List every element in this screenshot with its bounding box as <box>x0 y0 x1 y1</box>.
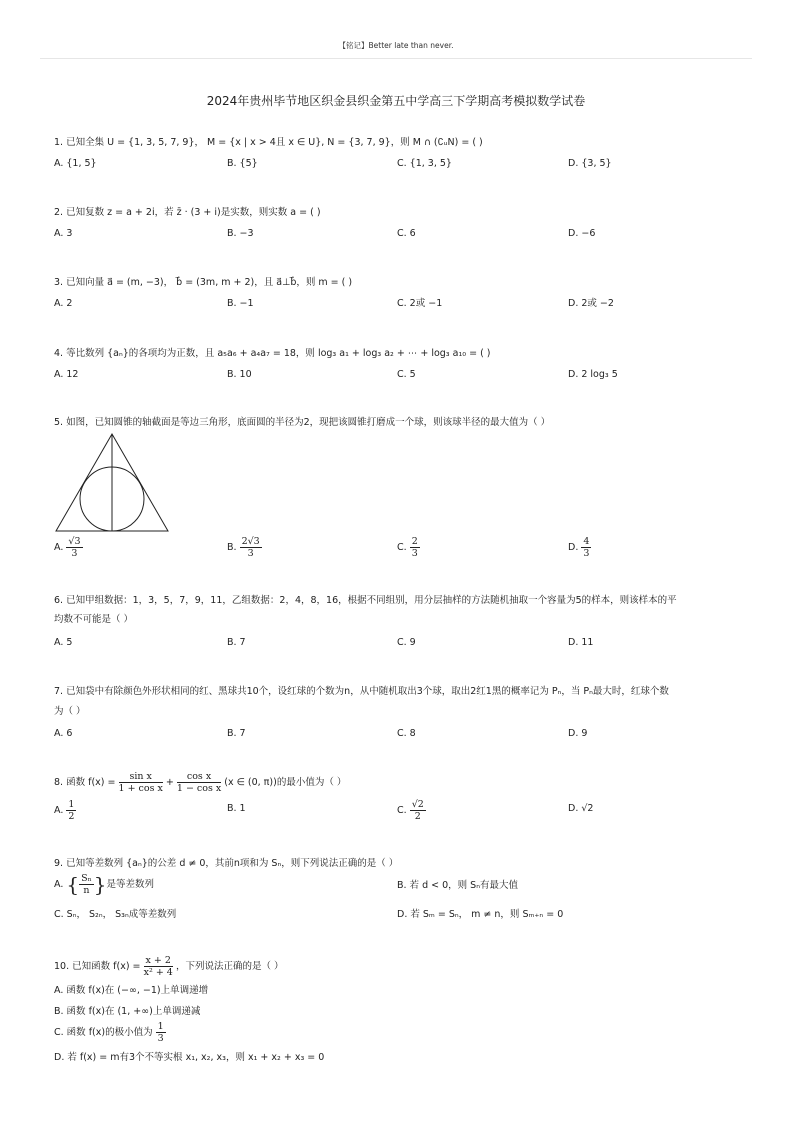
q8-f2-den: 1 − cos x <box>176 783 222 794</box>
q8-f2-num: cos x <box>177 771 221 783</box>
q8-c-label: C. <box>397 805 407 816</box>
q9-a-den: n <box>83 885 90 896</box>
q6-option-d[interactable]: D. 11 <box>568 637 594 648</box>
q8-a-fraction <box>66 799 76 822</box>
q5-d-num: 4 <box>583 536 590 547</box>
q8-a-num: 1 <box>68 799 75 810</box>
question-10-stem <box>54 954 744 980</box>
q10-option-c[interactable] <box>54 1021 166 1044</box>
q8-plus: + <box>165 777 174 788</box>
q8-option-a[interactable] <box>54 799 76 822</box>
q8-f1-num: sin x <box>119 771 163 783</box>
question-7-stem-line1: 7. 已知袋中有除颜色外形状相同的红、黑球共10个，设红球的个数为n，从中随机取出3个球，取出2红1黑的概率记为 Pₙ，当 Pₙ最大时，红球个数 <box>54 686 669 697</box>
q1-option-b[interactable]: B. {5} <box>227 158 258 169</box>
q10-fraction <box>144 955 173 978</box>
q2-option-c[interactable]: C. 6 <box>397 228 416 239</box>
q5-option-d[interactable] <box>568 536 591 559</box>
q5-a-den: 3 <box>71 548 78 559</box>
q5-c-den: 3 <box>411 548 418 559</box>
q5-b-num: 2√3 <box>241 536 260 547</box>
q7-option-b[interactable]: B. 7 <box>227 728 246 739</box>
q5-b-fraction <box>240 536 262 559</box>
q8-a-label: A. <box>54 805 64 816</box>
q8-option-d[interactable]: D. √2 <box>568 803 594 814</box>
question-1-stem: 1. 已知全集 U = {1, 3, 5, 7, 9}， M = {x | x > 4且 x ∈ U}, N = {3, 7, 9}，则 M ∩ (∁ᵤN) = ( ) <box>54 137 483 148</box>
q8-c-fraction <box>410 799 426 822</box>
q1-option-c[interactable]: C. {1, 3, 5} <box>397 158 452 169</box>
question-9-stem: 9. 已知等差数列 {aₙ}的公差 d ≠ 0，其前n项和为 Sₙ，则下列说法正确的是（ ） <box>54 858 399 869</box>
q8-fraction-2 <box>177 771 221 794</box>
q8-c-num: √2 <box>411 799 424 810</box>
q6-option-c[interactable]: C. 9 <box>397 637 416 648</box>
q10-c-fraction <box>156 1021 166 1044</box>
q5-a-fraction <box>66 536 82 559</box>
question-6-stem-line1: 6. 已知甲组数据：1，3，5，7，9，11，乙组数据：2，4，8，16，根据不同组别，用分层抽样的方法随机抽取一个容量为5的样本，则该样本的平 <box>54 595 677 606</box>
q9-option-d[interactable]: D. 若 Sₘ = Sₙ， m ≠ n，则 Sₘ₊ₙ = 0 <box>397 909 564 920</box>
cone-sphere-figure <box>54 432 170 534</box>
q10-stem-post: ，下列说法正确的是（ ） <box>175 961 284 972</box>
q10-c-pre: C. 函数 f(x)的极小值为 <box>54 1027 153 1038</box>
question-8-stem <box>54 770 744 796</box>
q8-c-den: 2 <box>414 811 421 822</box>
q9-option-b[interactable]: B. 若 d < 0，则 Sₙ有最大值 <box>397 880 518 891</box>
q9-option-a[interactable] <box>54 873 154 896</box>
q5-b-den: 3 <box>247 548 254 559</box>
q5-a-label: A. <box>54 542 64 553</box>
q8-stem-pre: 8. 函数 f(x) = <box>54 777 116 788</box>
q7-option-c[interactable]: C. 8 <box>397 728 416 739</box>
q10-f-den: x² + 4 <box>143 967 173 978</box>
q8-fraction-1 <box>119 771 163 794</box>
q4-option-b[interactable]: B. 10 <box>227 369 252 380</box>
question-2-stem: 2. 已知复数 z = a + 2i，若 z̄ · (3 + i)是实数，则实数 a = ( ) <box>54 207 321 218</box>
q4-option-d[interactable]: D. 2 log₃ 5 <box>568 369 618 380</box>
q8-stem-post: (x ∈ (0, π))的最小值为（ ） <box>224 777 347 788</box>
q9-a-brace-left: { <box>66 872 80 897</box>
question-6-stem-line2: 均数不可能是（ ） <box>54 614 134 625</box>
q5-b-label: B. <box>227 542 237 553</box>
q9-a-num: Sₙ <box>81 873 92 884</box>
header-motto: 【铭记】Better late than never. <box>338 41 454 50</box>
q3-option-a[interactable]: A. 2 <box>54 298 73 309</box>
q4-option-c[interactable]: C. 5 <box>397 369 416 380</box>
q3-option-c[interactable]: C. 2或 −1 <box>397 298 443 309</box>
q8-f1-den: 1 + cos x <box>118 783 163 794</box>
q10-option-a[interactable]: A. 函数 f(x)在 (−∞, −1)上单调递增 <box>54 985 209 996</box>
q5-d-den: 3 <box>583 548 590 559</box>
q2-option-a[interactable]: A. 3 <box>54 228 73 239</box>
q5-option-b[interactable] <box>227 536 262 559</box>
q1-option-a[interactable]: A. {1, 5} <box>54 158 97 169</box>
q8-option-b[interactable]: B. 1 <box>227 803 246 814</box>
q8-option-c[interactable] <box>397 799 426 822</box>
q10-stem-pre: 10. 已知函数 f(x) = <box>54 961 141 972</box>
q5-c-fraction <box>410 536 420 559</box>
question-3-stem: 3. 已知向量 a⃗ = (m, −3)， b⃗ = (3m, m + 2)，且 a⃗⊥b⃗，则 m = ( ) <box>54 277 353 288</box>
question-4-stem: 4. 等比数列 {aₙ}的各项均为正数，且 a₅a₆ + a₄a₇ = 18，则 log₃ a₁ + log₃ a₂ + ⋯ + log₃ a₁₀ = ( ) <box>54 348 491 359</box>
q6-option-b[interactable]: B. 7 <box>227 637 246 648</box>
q2-option-b[interactable]: B. −3 <box>227 228 254 239</box>
q9-a-brace-right: } <box>93 872 107 897</box>
question-5-stem: 5. 如图，已知圆锥的轴截面是等边三角形，底面圆的半径为2，现把该圆锥打磨成一个球，则该球半径的最大值为（ ） <box>54 417 551 428</box>
q3-option-d[interactable]: D. 2或 −2 <box>568 298 614 309</box>
q5-d-label: D. <box>568 542 579 553</box>
header-divider <box>40 58 752 59</box>
q9-option-c[interactable]: C. Sₙ， S₂ₙ， S₃ₙ成等差数列 <box>54 909 177 920</box>
q9-a-label: A. <box>54 879 64 890</box>
q7-option-a[interactable]: A. 6 <box>54 728 73 739</box>
q10-f-num: x + 2 <box>145 955 171 966</box>
q5-a-num: √3 <box>68 536 81 547</box>
q4-option-a[interactable]: A. 12 <box>54 369 79 380</box>
q2-option-d[interactable]: D. −6 <box>568 228 596 239</box>
q10-option-b[interactable]: B. 函数 f(x)在 (1, +∞)上单调递减 <box>54 1006 201 1017</box>
q8-a-den: 2 <box>68 811 75 822</box>
q9-a-post: 是等差数列 <box>106 879 154 890</box>
page-title: 2024年贵州毕节地区织金县织金第五中学高三下学期高考模拟数学试卷 <box>206 94 586 108</box>
q3-option-b[interactable]: B. −1 <box>227 298 254 309</box>
q1-option-d[interactable]: D. {3, 5} <box>568 158 612 169</box>
q9-a-fraction <box>79 873 94 896</box>
q5-option-a[interactable] <box>54 536 83 559</box>
q5-c-num: 2 <box>411 536 418 547</box>
q10-c-den: 3 <box>157 1033 164 1044</box>
q10-option-d[interactable]: D. 若 f(x) = m有3个不等实根 x₁, x₂, x₃，则 x₁ + x₂ + x₃ = 0 <box>54 1052 325 1063</box>
q7-option-d[interactable]: D. 9 <box>568 728 588 739</box>
q6-option-a[interactable]: A. 5 <box>54 637 73 648</box>
q10-c-num: 1 <box>157 1021 164 1032</box>
q5-option-c[interactable] <box>397 536 420 559</box>
q5-d-fraction <box>581 536 591 559</box>
question-7-stem-line2: 为（ ） <box>54 706 86 717</box>
q5-c-label: C. <box>397 542 407 553</box>
